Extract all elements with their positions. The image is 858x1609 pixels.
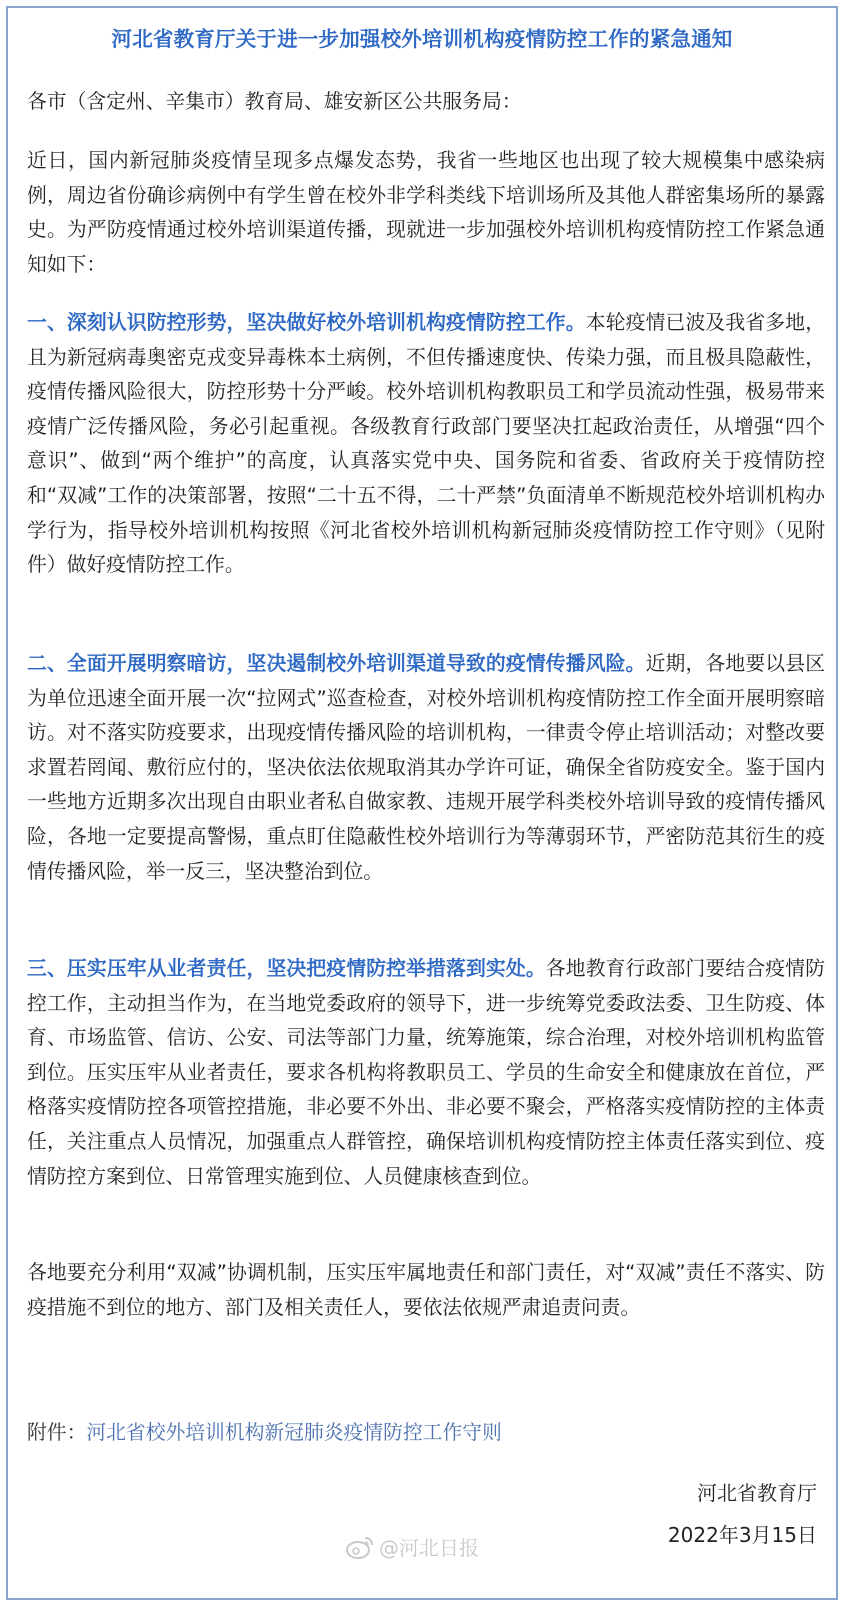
section-2	[27, 647, 825, 889]
signature-date: 2022年3月15日	[667, 1523, 817, 1547]
attachment-label: 附件：	[27, 1421, 87, 1444]
section-3-heading: 三、压实压牢从业者责任，坚决把疫情防控举措落到实处。	[27, 957, 546, 980]
salutation: 各市（含定州、辛集市）教育局、雄安新区公共服务局：	[27, 90, 522, 113]
section-1-heading: 一、深刻认识防控形势，坚决做好校外培训机构疫情防控工作。	[27, 311, 586, 334]
document-title: 河北省教育厅关于进一步加强校外培训机构疫情防控工作的紧急通知	[111, 27, 733, 51]
section-1	[27, 306, 825, 583]
watermark-text: @河北日报	[379, 1536, 479, 1560]
watermark	[345, 1532, 479, 1561]
attachment-line	[27, 1416, 825, 1451]
section-2-body: 近期，各地要以县区为单位迅速全面开展一次“拉网式”巡查检查，对校外培训机构疫情防控工作全面开展明察暗访。对不落实防疫要求，出现疫情传播风险的培训机构，一律责令停止培训活动；对整改要求置若罔闻、敷衍应付的，坚决依法依规取消其办学许可证，确保全省防疫安全。鉴于国内一些地方近期多次出现自由职业者私自做家教、违规开展学科类校外培训导致的疫情传播风险，各地一定要提高警惕，重点盯住隐蔽性校外培训行为等薄弱环节，严密防范其衍生的疫情传播风险，举一反三，坚决整治到位。	[27, 652, 825, 883]
signature-issuer: 河北省教育厅	[697, 1481, 817, 1505]
attachment-link[interactable]: 河北省校外培训机构新冠肺炎疫情防控工作守则	[86, 1421, 502, 1444]
section-1-body: 本轮疫情已波及我省多地，且为新冠病毒奥密克戎变异毒株本土病例，不但传播速度快、传染力强，而且极具隐蔽性，疫情传播风险很大，防控形势十分严峻。校外培训机构教职员工和学员流动性强，极易带来疫情广泛传播风险，务必引起重视。各级教育行政部门要坚决扛起政治责任，从增强“四个意识”、做到“两个维护”的高度，认真落实党中央、国务院和省委、省政府关于疫情防控和“双减”工作的决策部署，按照“二十五不得，二十严禁”负面清单不断规范校外培训机构办学行为，指导校外培训机构按照《河北省校外培训机构新冠肺炎疫情防控工作守则》（见附件）做好疫情防控工作。	[27, 311, 825, 577]
weibo-icon	[345, 1534, 375, 1560]
section-3	[27, 952, 825, 1194]
document-frame	[6, 6, 838, 1600]
section-3-body: 各地教育行政部门要结合疫情防控工作，主动担当作为，在当地党委政府的领导下，进一步统筹党委政法委、卫生防疫、体育、市场监管、信访、公安、司法等部门力量，统筹施策，综合治理，对校外培训机构监管到位。压实压牢从业者责任，要求各机构将教职员工、学员的生命安全和健康放在首位，严格落实疫情防控各项管控措施，非必要不外出、非必要不聚会，严格落实疫情防控的主体责任，关注重点人员情况，加强重点人群管控，确保培训机构疫情防控主体责任落实到位、疫情防控方案到位、日常管理实施到位、人员健康核查到位。	[27, 957, 825, 1188]
closing-paragraph: 各地要充分利用“双减”协调机制，压实压牢属地责任和部门责任，对“双减”责任不落实、防疫措施不到位的地方、部门及相关责任人，要依法依规严肃追责问责。	[27, 1261, 825, 1319]
section-2-heading: 二、全面开展明察暗访，坚决遏制校外培训渠道导致的疫情传播风险。	[27, 652, 646, 675]
intro-paragraph: 近日，国内新冠肺炎疫情呈现多点爆发态势，我省一些地区也出现了较大规模集中感染病例，周边省份确诊病例中有学生曾在校外非学科类线下培训场所及其他人群密集场所的暴露史。为严防疫情通过校外培训渠道传播，现就进一步加强校外培训机构疫情防控工作紧急通知如下：	[27, 149, 825, 276]
